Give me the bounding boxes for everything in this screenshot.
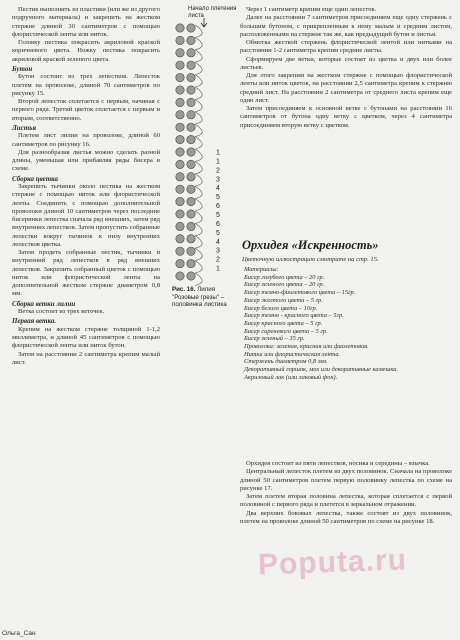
bead <box>176 36 184 44</box>
paragraph: Затем продеть собранные пестик, тычинки и внутренний ряд лепестков в ряд внешних лепестков. Закрепить собранный цветок с помощью ниток или флористической ленты на дополнительной жестком стержне диаметром 0,8 мм. <box>12 249 160 298</box>
paragraph: Через 1 сантиметр крепим еще один лепесток. <box>246 6 377 13</box>
materials-list <box>244 266 454 382</box>
wire-arc <box>195 186 202 198</box>
wire-arc <box>195 25 202 37</box>
materials-label: Материалы: <box>244 266 279 273</box>
row-number: 1 <box>216 158 220 166</box>
row-number: 4 <box>216 185 220 193</box>
figure-number: Рис. 16. <box>172 286 196 293</box>
bead <box>176 111 184 119</box>
bead <box>187 73 195 81</box>
row-number: 3 <box>216 247 220 255</box>
bead-scheme-diagram <box>160 0 242 290</box>
bead <box>176 160 184 168</box>
paragraph: Затем на расстоянии 2 сантиметра крепим малый лист. <box>12 350 160 366</box>
bead <box>176 235 184 243</box>
paragraph: Центральный лепесток плетем из двух половинок. Сначала на проволоке длиной 50 сантиметров плетем первую половинку лепестка по схеме на рисунке 17. <box>240 468 452 492</box>
wire-arc <box>195 99 202 111</box>
bead <box>187 247 195 255</box>
wire-arc <box>195 174 202 186</box>
row-number: 6 <box>216 220 220 228</box>
material-item: Стержень диаметром 0,8 мм. <box>244 358 328 366</box>
bead <box>187 86 195 94</box>
material-item: Проволока: зеленая, красная или фиолетовая. <box>244 343 369 351</box>
section-heading-bud: Бутон <box>12 64 33 73</box>
paragraph: Второй лепесток сплетается с первым, начиная с первого ряда. Третий цветок сплетается с первым и вторым, соответственно. <box>12 98 160 122</box>
bead <box>176 197 184 205</box>
material-item: Декоративный горшок, мох или декоративные камешки. <box>244 366 399 374</box>
start-arrow-icon <box>201 18 207 27</box>
row-number: 3 <box>216 176 220 184</box>
material-item: Бисер зеленый – 35 гр. <box>244 335 305 343</box>
bead <box>176 173 184 181</box>
left-column <box>12 6 160 367</box>
bead <box>176 61 184 69</box>
wire-arc <box>195 261 202 273</box>
row-number: 4 <box>216 238 220 246</box>
section-heading-branch: Сборка ветки лилии <box>12 299 76 308</box>
paragraph: Плетем лист лилии на проволоке, длиной 60 сантиметров по рисунку 16. <box>12 132 160 148</box>
bead <box>176 210 184 218</box>
bead <box>187 259 195 267</box>
bead <box>187 24 195 32</box>
bead <box>187 210 195 218</box>
bead <box>176 98 184 106</box>
paragraph: Головку пестика покрасить акриловой краской коричневого цвета. Ножку пестика покрасить акриловой краской зеленого цвета. <box>12 39 160 63</box>
paragraph: Крепим на жестком стержне толщиной 1-1,2 миллиметра, и длиной 45 сантиметров с помощью флористической ленты или ниток бутон. <box>12 325 160 350</box>
author-credit: Ольга_Сан <box>2 630 36 637</box>
material-item: Нитки или флористическая лента. <box>244 350 341 358</box>
wire-arc <box>195 87 202 99</box>
right-column <box>240 6 452 130</box>
bead <box>187 173 195 181</box>
wire-arc <box>195 273 202 285</box>
material-item: Бисер зеленого цвета – 20 гр. <box>244 281 325 289</box>
material-item: Бисер красного цвета – 5 гр. <box>244 319 323 327</box>
bead <box>176 247 184 255</box>
row-number: 5 <box>216 211 220 219</box>
wire-arc <box>195 223 202 235</box>
bead <box>176 73 184 81</box>
figure-caption-text: Лилия "Розовые грезы" – половинка листика <box>172 286 227 308</box>
bead <box>187 222 195 230</box>
section-heading-assembly: Сборка цветка <box>12 174 59 183</box>
orchid-subtitle: Цветочную иллюстрацию смотрите на стр. 15. <box>242 256 379 263</box>
wire-arc <box>195 112 202 124</box>
row-number: 1 <box>216 265 220 273</box>
paragraph: Пестик выполнить из пластики (или же из другого подручного материала) и закрепить на жестком стержне длиной 30 сантиметров с помощью флористической ленты или ниток. <box>12 6 161 38</box>
wire-arc <box>195 199 202 211</box>
paragraph: Затем присоединяем к основной ветке с бутонами на расстоянии 16 сантиметров от бутона одну ветку с цветком, через 4 сантиметра присоединяем вторую ветку с цветком. <box>240 105 452 129</box>
bead <box>187 135 195 143</box>
bead <box>176 222 184 230</box>
paragraph: Далее на расстоянии 7 сантиметров присоединяем еще одну стержень с большим бутоном, с прикрепленным к нему малым и средним листом, расположенными на стержне так же, как предыдущий бутон и листья. <box>240 14 452 38</box>
bead <box>187 61 195 69</box>
bead <box>176 123 184 131</box>
material-item: Акриловый лак (или лаковый фон). <box>244 373 338 381</box>
wire-arc <box>195 137 202 149</box>
bead <box>176 24 184 32</box>
bead <box>187 235 195 243</box>
scheme-start-label: Начало плетения листа <box>188 6 237 19</box>
orchid-instructions <box>240 460 452 526</box>
material-item: Бисер желтого цвета – 5 гр. <box>244 296 323 304</box>
wire-arc <box>195 161 202 173</box>
bead <box>187 185 195 193</box>
bead <box>187 49 195 57</box>
paragraph: Для разнообразия листья можно сделать разной длины, уменьшая или прибавляя ряды бисера в схеме. <box>12 148 160 173</box>
material-item: Бисер темно-фиолетового цвета – 15гр. <box>244 289 356 297</box>
paragraph: Сформируем две ветки, которые состоят из цветка и двух или более листьев. <box>240 55 452 71</box>
bead <box>176 259 184 267</box>
row-number: 2 <box>216 256 220 264</box>
row-number: 5 <box>216 194 220 202</box>
bead <box>176 49 184 57</box>
wire-arc <box>195 236 202 248</box>
paragraph: Обмотка жесткой стержень флористической лентой или нитками на расстоянии 1-2 сантиметра крепим средние листы. <box>240 39 452 55</box>
paragraph: Орхидея состоит из пяти лепестков, носика и середины – язычка. <box>246 460 430 467</box>
row-number: 2 <box>216 167 220 175</box>
paragraph: Закрепить тычинки около пестика на жестком стержне с помощью ниток или флористической ленты. Соединить с помощью дополнительной проволоки длиной 10 сантиметров через последние бисеринки лепестка сначала ряд внешних, затем ряд внутренних лепестков. Затем пропустить собранные лепестки вокруг тычинок к низу внутренних лепестков цветка. <box>12 183 160 248</box>
section-heading-leaves: Листья <box>12 123 37 132</box>
paragraph: Ветка состоит из трех веточек. <box>18 308 105 315</box>
row-number: 1 <box>216 149 220 157</box>
bead <box>176 86 184 94</box>
bead <box>176 135 184 143</box>
material-item: Бисер белого цвета – 10гр. <box>244 304 318 312</box>
wire-arc <box>195 248 202 260</box>
paragraph: Для этого закрепим на жестком стержне с помощью флористической ленты или ниток цветок, на расстоянии 2,5 сантиметра крепим к стержню средний лист. На расстоянии 2 сантиметра от среднего листа крепим еще один лист. <box>240 72 452 104</box>
wire-arc <box>195 62 202 74</box>
paragraph: Два верхних боковых лепестка, также состоят из двух половинок, плетем на проволоке длиной 50 сантиметров по схеме на рисунке 18. <box>240 509 452 525</box>
material-item: Бисер сиреневого цвета – 5 гр. <box>244 327 328 335</box>
bead <box>187 123 195 131</box>
material-item: Бисер голубого цвета – 20 гр. <box>244 273 325 281</box>
bead <box>176 148 184 156</box>
row-number: 5 <box>216 229 220 237</box>
row-number: 6 <box>216 203 220 211</box>
wire-arc <box>195 149 202 161</box>
wire-arc <box>195 124 202 136</box>
section-heading-first-branch: Первая ветка. <box>12 317 57 326</box>
wire-arc <box>195 211 202 223</box>
bead-scheme-figure <box>160 0 242 330</box>
bead <box>187 272 195 280</box>
bead <box>176 185 184 193</box>
bead <box>187 98 195 106</box>
bead <box>187 111 195 119</box>
paragraph: Затем плетем вторая половина лепестка, которая сплетается с первой половиной с первого ряда и плетется в зеркальном отражении. <box>240 493 452 509</box>
paragraph: Бутон состоит из трех лепестков. Лепесток плетем на проволоке, длиной 70 сантиметров по рисунку 15. <box>12 73 160 97</box>
material-item: Бисер темно - красного цвета – 5гр. <box>244 312 344 320</box>
wire-arc <box>195 37 202 49</box>
orchid-title: Орхидея «Искренность» <box>242 238 379 252</box>
bead <box>187 197 195 205</box>
bead <box>187 160 195 168</box>
bead <box>187 148 195 156</box>
bead <box>187 36 195 44</box>
bead <box>176 272 184 280</box>
watermark: Poputa.ru <box>257 543 408 582</box>
wire-arc <box>195 75 202 87</box>
figure-caption <box>172 286 238 309</box>
wire-arc <box>195 50 202 62</box>
